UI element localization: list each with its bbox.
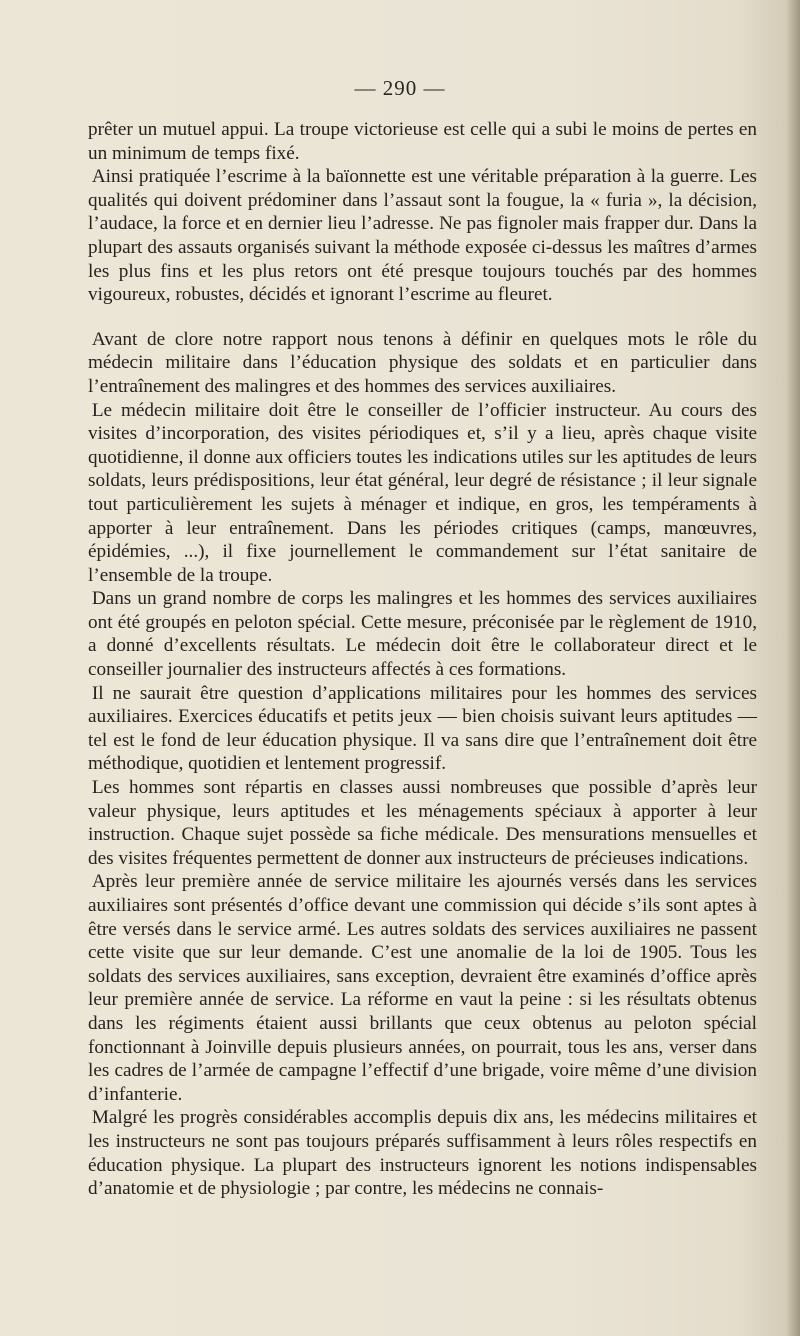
paragraph: Après leur première année de service militaire les ajournés versés dans les services auxiliaires sont présentés d’office devant une commission qui décide s’ils sont aptes à être versés dans le service armé. Les autres soldats des services auxiliaires ne passent cette visite que sur leur demande. C’est une anomalie de la loi de 1905. Tous les soldats des services auxiliaires, sans exception, devraient être examinés d’office après leur première année de service. La réforme en vaut la peine : si les résultats obtenus dans les régiments étaient aussi brillants que ceux obtenus au peloton spécial fonctionnant à Joinville depuis plusieurs années, on pourrait, tous les ans, verser dans les cadres de l’armée de campagne l’effectif d’une brigade, voire même d’une division d’infanterie. bbox=[88, 871, 757, 1105]
page-number: — 290 — bbox=[354, 76, 446, 100]
page-edge-shadow bbox=[786, 0, 800, 1336]
body-text bbox=[88, 118, 757, 1201]
paragraph: Les hommes sont répartis en classes aussi nombreuses que possible d’après leur valeur physique, leurs aptitudes et les ménagements spéciaux à apporter à leur instruction. Chaque sujet possède sa fiche médicale. Des mensurations mensuelles et des visites fréquentes permettent de donner aux instructeurs de précieuses indications. bbox=[88, 777, 757, 869]
paragraph: Dans un grand nombre de corps les malingres et les hommes des services auxiliaires ont été groupés en peloton spécial. Cette mesure, préconisée par le règlement de 1910, a donné d’excellents résultats. Le médecin doit être le collaborateur direct et le conseiller journalier des instructeurs affectés à ces formations. bbox=[88, 588, 757, 681]
paragraph: Avant de clore notre rapport nous tenons à définir en quelques mots le rôle du médecin militaire dans l’éducation physique des soldats et en particulier dans l’entraînement des malingres et des hommes des services auxiliaires. bbox=[88, 328, 757, 397]
paragraph: Il ne saurait être question d’applications militaires pour les hommes des services auxiliaires. Exercices éducatifs et petits jeux — bien choisis suivant leurs aptitudes — tel est le fond de leur éducation physique. Il va sans dire que l’entraînement doit être méthodique, quotidien et lentement progressif. bbox=[88, 682, 757, 775]
paragraph: Le médecin militaire doit être le conseiller de l’officier instructeur. Au cours des visites d’incorporation, des visites périodiques et, s’il y a lieu, après chaque visite quotidienne, il donne aux officiers toutes les indications utiles sur les aptitudes de leurs soldats, leurs prédispositions, leur état général, leur degré de résistance ; il leur signale tout particulièrement les sujets à ménager et indique, en gros, les tempéraments à apporter à leur entraînement. Dans les périodes critiques (camps, manœuvres, épidémies, ...), il fixe journellement le commandement sur l’état sanitaire de l’ensemble de la troupe. bbox=[88, 399, 757, 586]
paragraph: Ainsi pratiquée l’escrime à la baïonnette est une véritable préparation à la guerre. Les qualités qui doivent prédominer dans l’assaut sont la fougue, la « furia », la décision, l’audace, la force et en dernier lieu l’adresse. Ne pas fignoler mais frapper dur. Dans la plupart des assauts organisés suivant la méthode exposée ci-dessus les maîtres d’armes les plus fins et les plus retors ont été presque toujours touchés par des hommes vigoureux, robustes, décidés et ignorant l’escrime au fleuret. bbox=[88, 166, 757, 306]
paragraph: prêter un mutuel appui. La troupe victorieuse est celle qui a subi le moins de pertes en un minimum de temps fixé. bbox=[88, 119, 757, 164]
paragraph: Malgré les progrès considérables accomplis depuis dix ans, les médecins militaires et les instructeurs ne sont pas toujours préparés suffisamment à leurs rôles respectifs en éducation physique. La plupart des instructeurs ignorent les notions indispensables d’anatomie et de physiologie ; par contre, les médecins ne connais- bbox=[88, 1107, 757, 1200]
